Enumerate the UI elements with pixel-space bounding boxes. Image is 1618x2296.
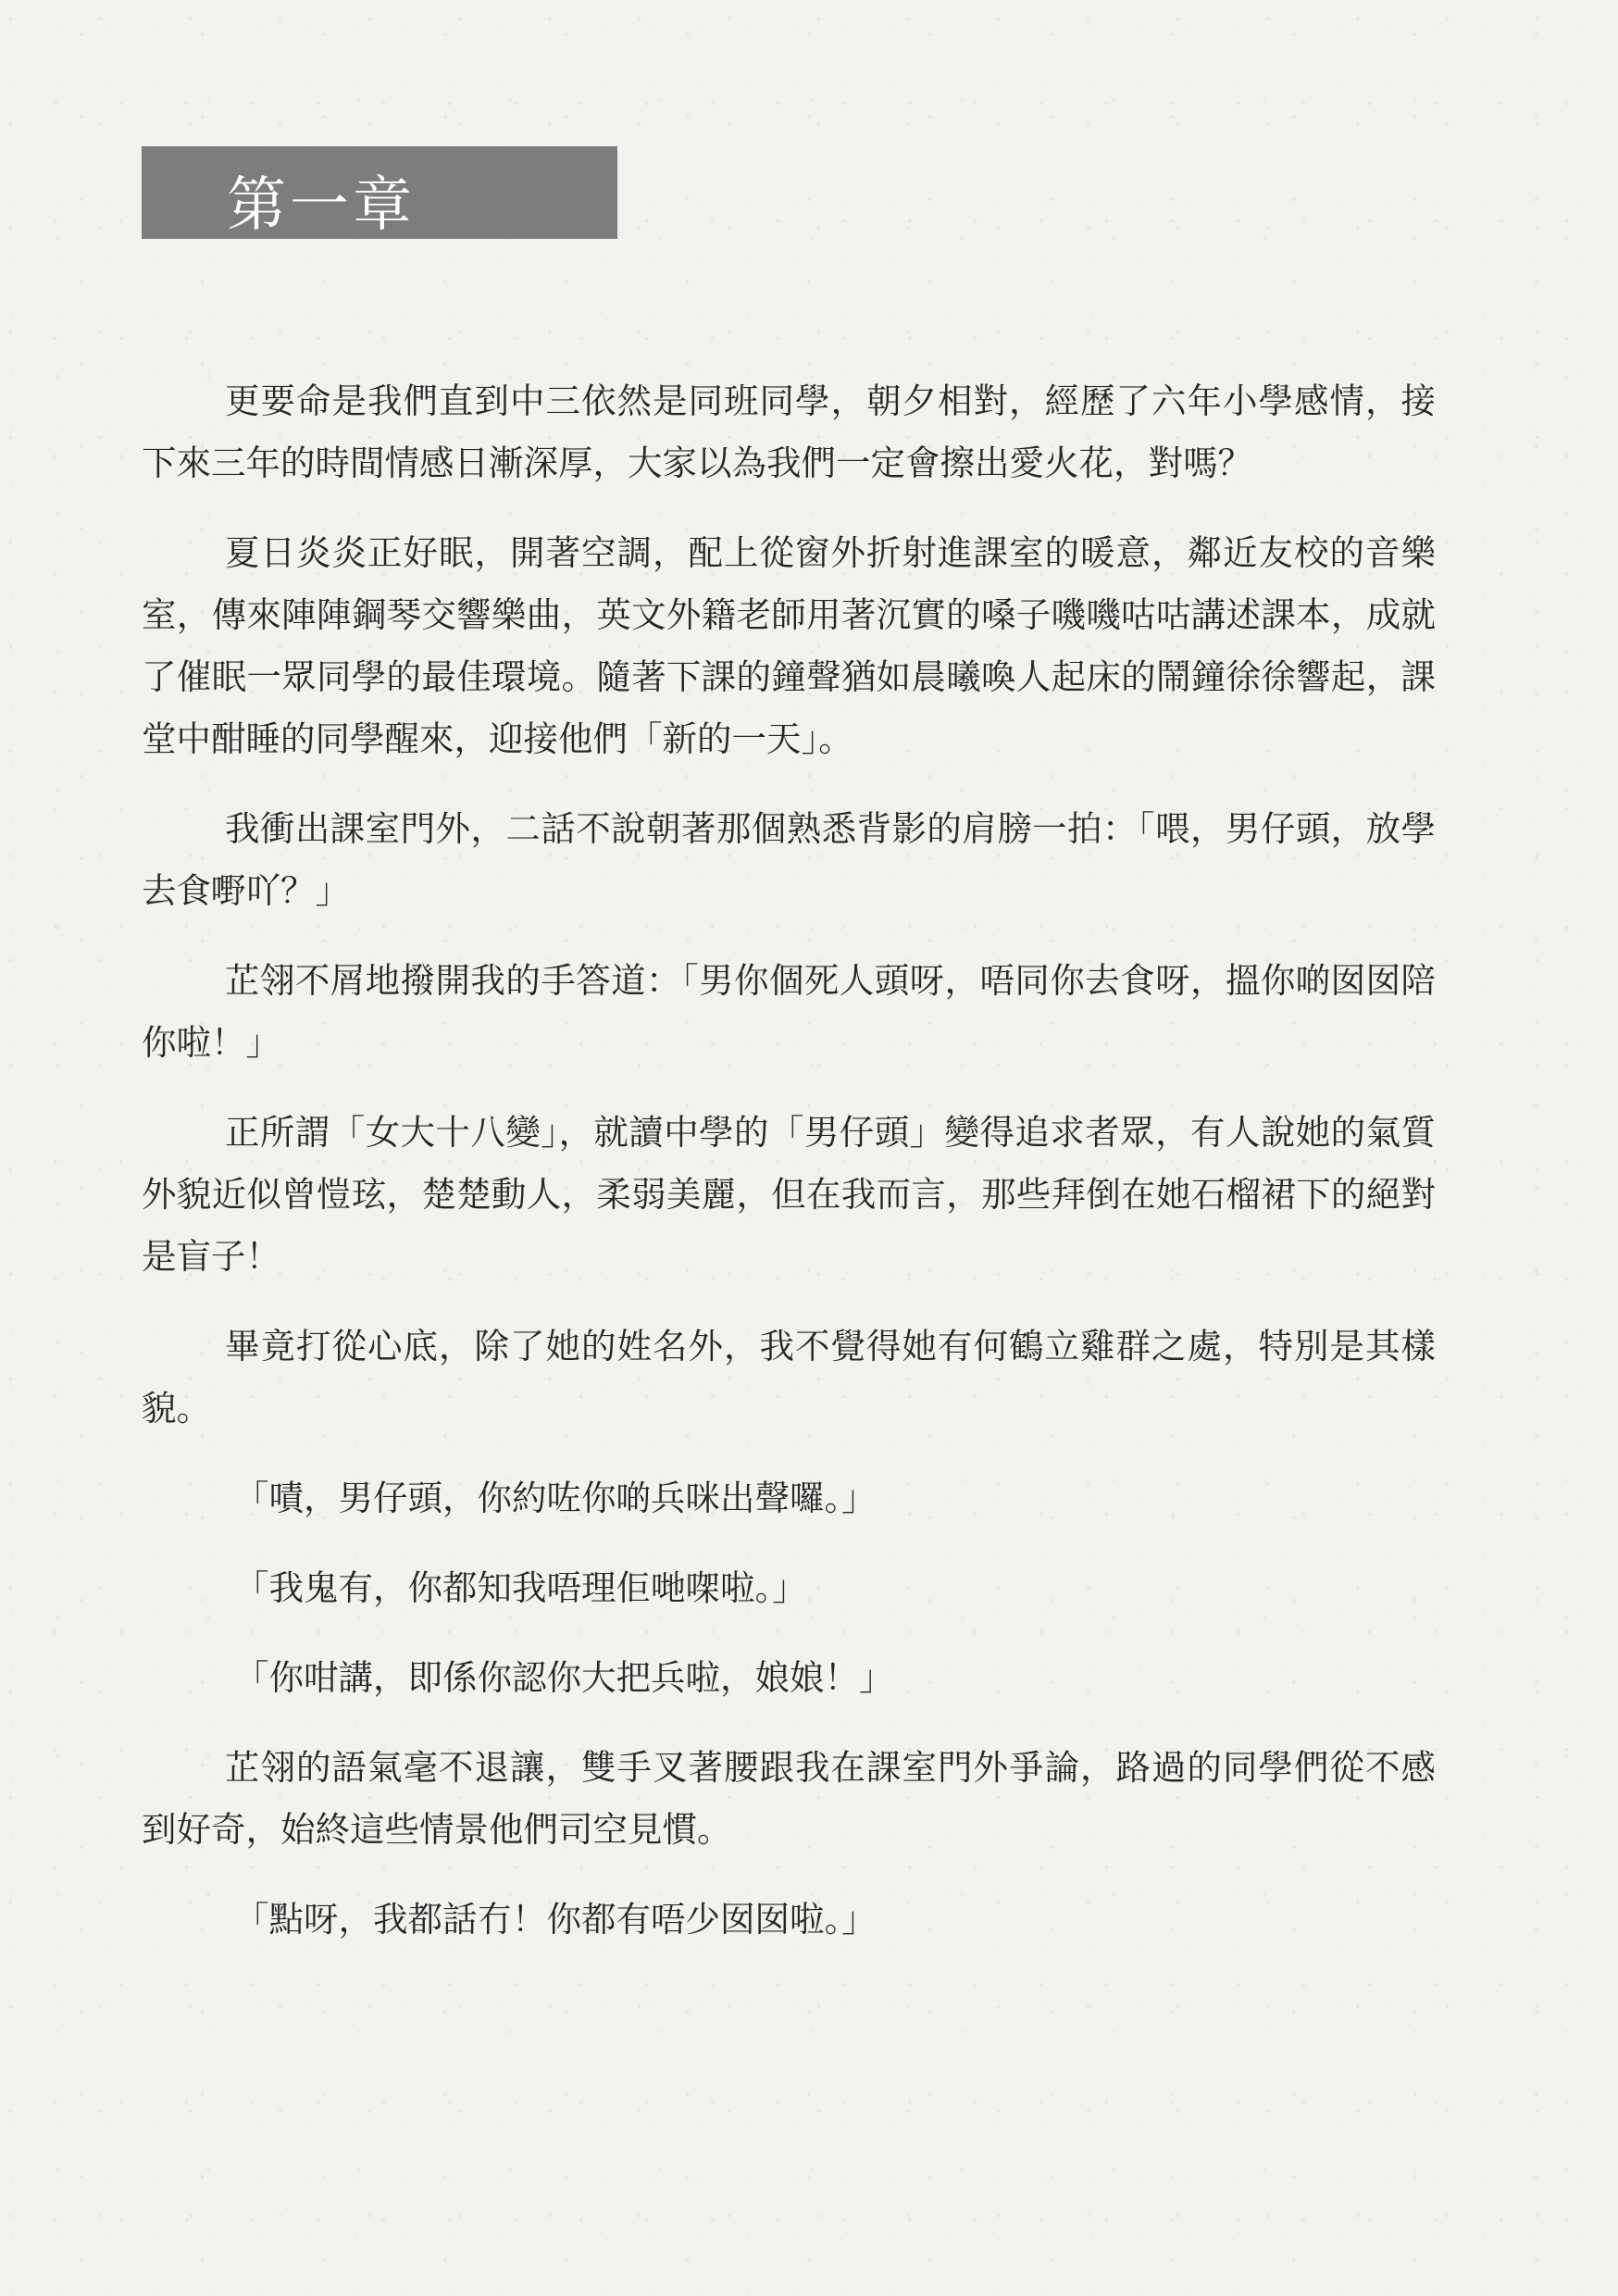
paragraph: 更要命是我們直到中三依然是同班同學，朝夕相對，經歷了六年小學感情，接下來三年的時間情感日漸深厚，大家以為我們一定會擦出愛火花，對嗎？	[142, 381, 1436, 483]
paragraph: 夏日炎炎正好眠，開著空調，配上從窗外折射進課室的暖意，鄰近友校的音樂室，傳來陣陣鋼琴交響樂曲，英文外籍老師用著沉實的嗓子嘰嘰咕咕講述課本，成就了催眠一眾同學的最佳環境。隨著下課的鐘聲猶如晨曦喚人起床的鬧鐘徐徐響起，課堂中酣睡的同學醒來，迎接他們「新的一天」。	[142, 532, 1436, 759]
chapter-body	[142, 370, 1436, 1951]
dialogue-line: 「嘖，男仔頭，你約咗你啲兵咪出聲囉。」	[234, 1478, 877, 1518]
chapter-title: 第一章	[227, 171, 416, 239]
paragraph: 芷翎不屑地撥開我的手答道：「男你個死人頭呀，唔同你去食呀，搵你啲囡囡陪你啦！」	[142, 960, 1436, 1063]
paragraph: 正所謂「女大十八變」，就讀中學的「男仔頭」變得追求者眾，有人說她的氣質外貌近似曾愷玹，楚楚動人，柔弱美麗，但在我而言，那些拜倒在她石榴裙下的絕對是盲子！	[142, 1112, 1436, 1277]
chapter-heading-bar	[142, 146, 617, 239]
dialogue-line: 「點呀，我都話冇！你都有唔少囡囡啦。」	[234, 1899, 877, 1940]
paragraph: 芷翎的語氣毫不退讓，雙手叉著腰跟我在課室門外爭論，路過的同學們從不感到好奇，始終這些情景他們司空見慣。	[142, 1747, 1436, 1850]
paragraph: 畢竟打從心底，除了她的姓名外，我不覺得她有何鶴立雞群之處，特別是其樣貌。	[142, 1326, 1436, 1429]
dialogue-line: 「你咁講，即係你認你大把兵啦，娘娘！」	[234, 1657, 894, 1698]
paragraph: 我衝出課室門外，二話不說朝著那個熟悉背影的肩膀一拍：「喂，男仔頭，放學去食嘢吖？」	[142, 808, 1436, 911]
dialogue-line: 「我鬼有，你都知我唔理佢哋㗎啦。」	[234, 1567, 807, 1608]
